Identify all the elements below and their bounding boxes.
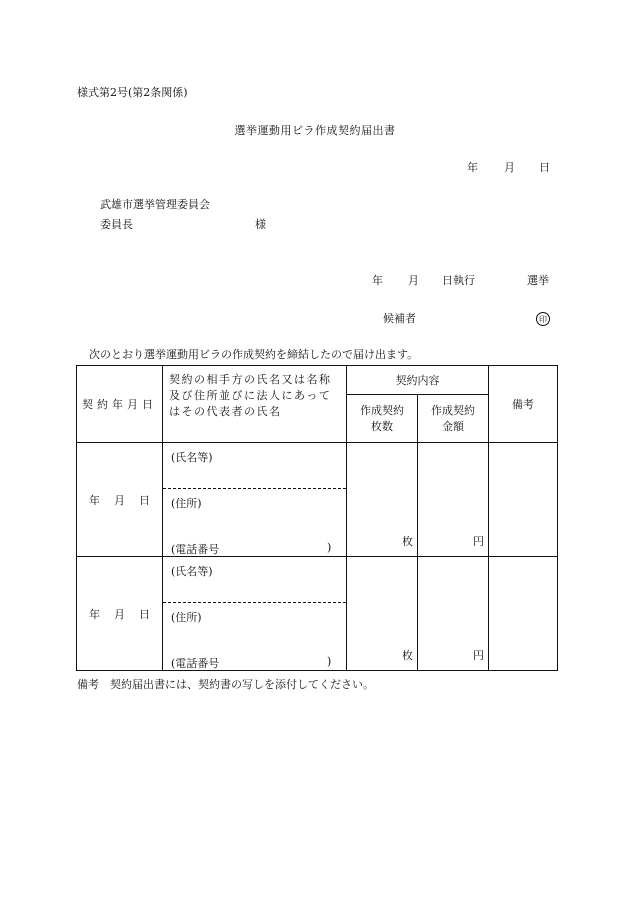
submission-date-year: 年 [467,161,478,174]
phone-label: (電話番号 [171,657,220,670]
form-number: 様式第2号(第2条関係) [77,86,188,99]
party-cell[interactable] [163,557,347,671]
submission-date-day: 日 [539,161,550,174]
remarks-cell[interactable] [489,557,558,671]
header-contract-date: 契約年月日 [77,366,163,443]
header-amount: 作成契約金額 [418,395,489,443]
sheets-unit: 枚 [402,649,413,662]
address-label: (住所) [171,497,202,510]
header-remarks: 備考 [489,366,558,443]
remarks-cell[interactable] [489,443,558,557]
submission-date-month: 月 [504,161,515,174]
seal-mark: 印 [536,312,550,326]
date-month: 月 [114,493,125,507]
addressee-honorific: 様 [255,218,266,231]
table-row [77,557,558,671]
date-month: 月 [114,607,125,621]
page-title: 選挙運動用ビラ作成契約届出書 [234,124,396,137]
amount-unit: 円 [473,535,484,548]
intro-text: 次のとおり選挙運動用ビラの作成契約を締結したので届け出ます。 [89,348,419,361]
header-party: 契約の相手方の氏名又は名称及び住所並びに法人にあってはその代表者の氏名 [163,366,347,443]
date-day: 日 [139,607,150,621]
amount-cell[interactable] [418,557,489,671]
party-cell[interactable] [163,443,347,557]
contract-date-cell[interactable] [77,443,163,557]
phone-label: (電話番号 [171,543,220,556]
election-day-held: 日執行 [442,274,475,287]
candidate-label: 候補者 [383,312,416,325]
amount-unit: 円 [473,649,484,662]
address-label: (住所) [171,611,202,624]
contract-table [76,365,558,671]
addressee-org: 武雄市選挙管理委員会 [100,198,210,211]
header-sheets: 作成契約枚数 [347,395,418,443]
sheets-unit: 枚 [402,535,413,548]
date-year: 年 [89,493,100,507]
sheets-cell[interactable] [347,557,418,671]
addressee-position: 委員長 [100,218,133,231]
header-contract-details: 契約内容 [347,366,489,395]
name-label: (氏名等) [171,451,213,464]
election-month: 月 [408,274,419,287]
table-row [77,443,558,557]
amount-cell[interactable] [418,443,489,557]
election-year: 年 [372,274,383,287]
divider [163,488,346,489]
name-label: (氏名等) [171,565,213,578]
election-label: 選挙 [527,274,549,287]
sheets-cell[interactable] [347,443,418,557]
contract-date-cell[interactable] [77,557,163,671]
phone-close: ) [327,541,332,554]
phone-close: ) [327,655,332,668]
footer-note: 備考 契約届出書には、契約書の写しを添付してください。 [77,678,374,691]
divider [163,602,346,603]
date-year: 年 [89,607,100,621]
date-day: 日 [139,493,150,507]
